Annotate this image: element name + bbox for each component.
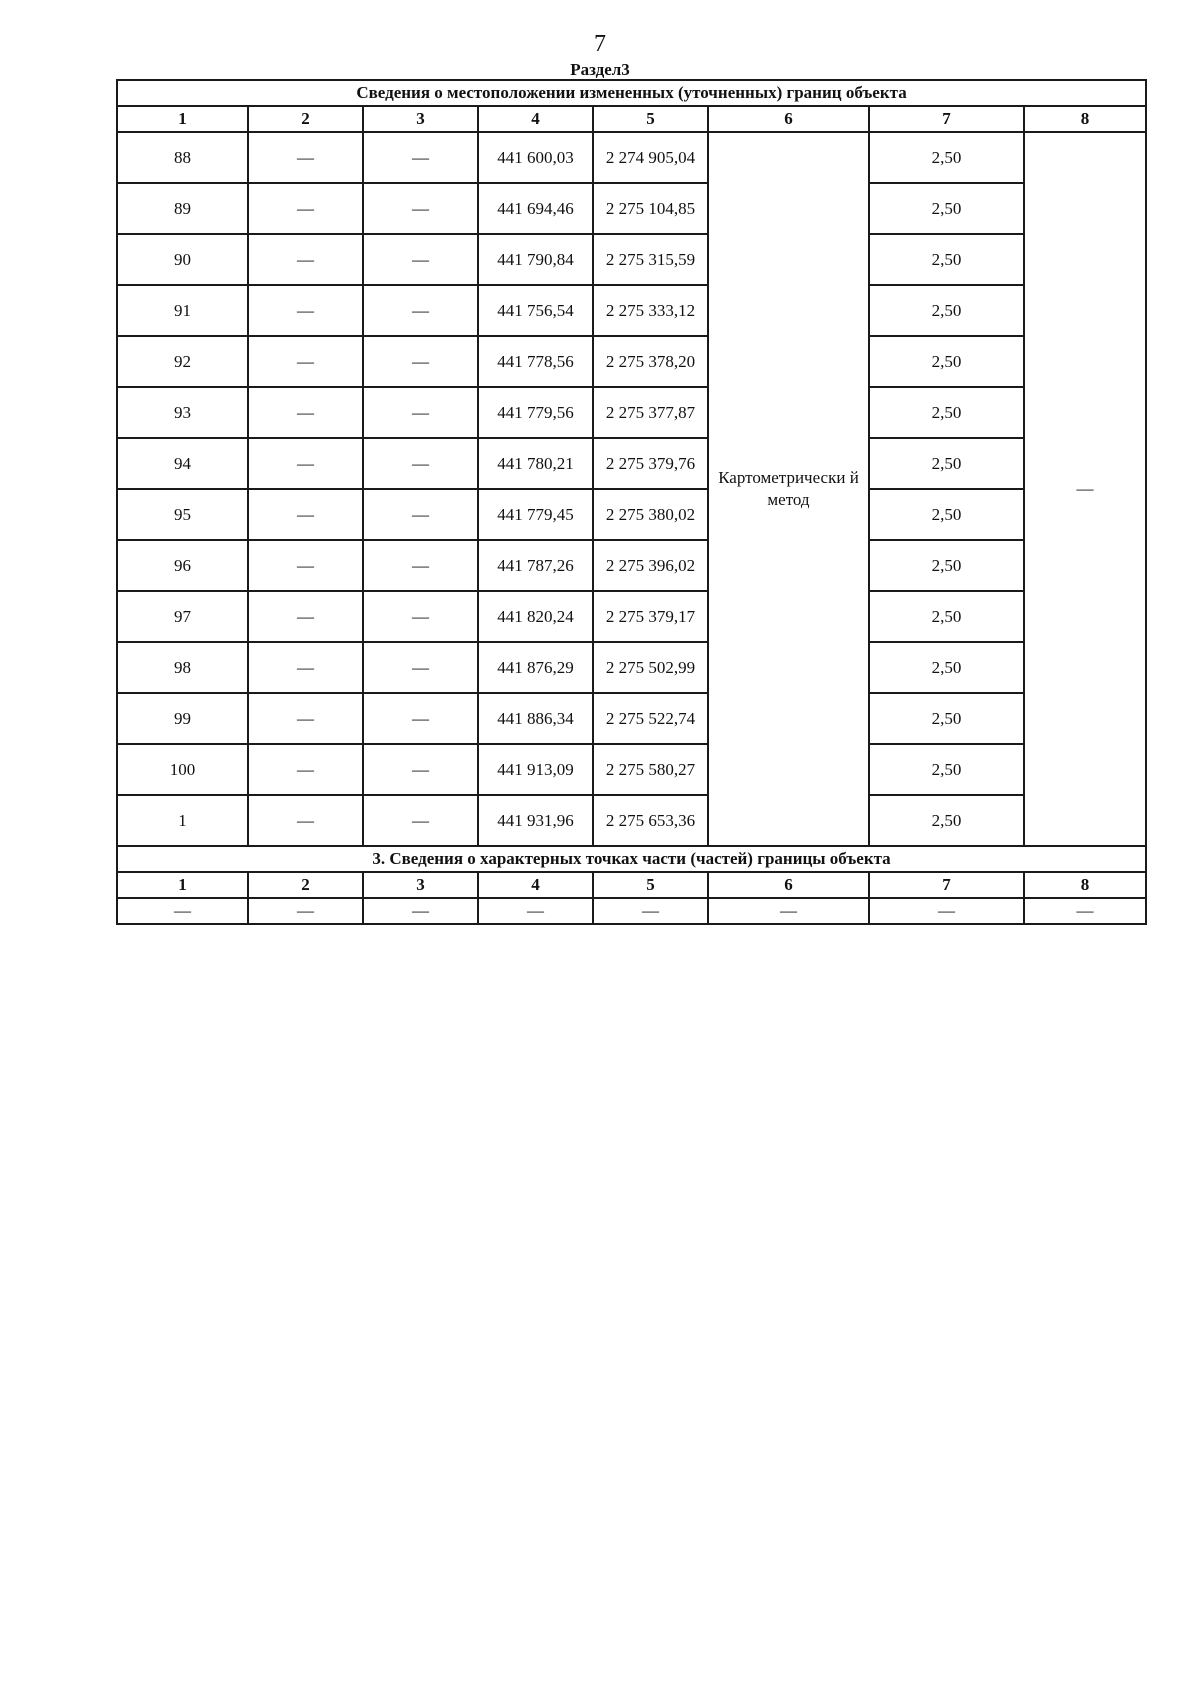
column-2-cell: — (248, 387, 363, 438)
accuracy-cell: 2,50 (869, 285, 1024, 336)
point-number-cell: 94 (117, 438, 248, 489)
column-2-cell: — (248, 438, 363, 489)
column-2-cell: — (248, 489, 363, 540)
part-section-caption-row (117, 846, 1146, 872)
column-number-header: 1 (117, 106, 248, 132)
accuracy-cell: 2,50 (869, 693, 1024, 744)
table-row (117, 336, 1146, 387)
y-coordinate-cell: 2 275 502,99 (593, 642, 708, 693)
x-coordinate-cell: 441 779,56 (478, 387, 593, 438)
table-row (117, 795, 1146, 846)
accuracy-cell: 2,50 (869, 489, 1024, 540)
coordinates-table (116, 79, 1147, 925)
column-number-header: 2 (248, 872, 363, 898)
x-coordinate-cell: 441 787,26 (478, 540, 593, 591)
column-3-cell: — (363, 183, 478, 234)
accuracy-cell: 2,50 (869, 540, 1024, 591)
empty-cell: — (869, 898, 1024, 924)
point-number-cell: 1 (117, 795, 248, 846)
table-row (117, 285, 1146, 336)
empty-cell: — (1024, 898, 1146, 924)
y-coordinate-cell: 2 275 653,36 (593, 795, 708, 846)
column-2-cell: — (248, 693, 363, 744)
x-coordinate-cell: 441 780,21 (478, 438, 593, 489)
column-2-cell: — (248, 540, 363, 591)
column-3-cell: — (363, 285, 478, 336)
point-number-cell: 96 (117, 540, 248, 591)
point-number-cell: 90 (117, 234, 248, 285)
point-number-cell: 95 (117, 489, 248, 540)
column-number-header: 2 (248, 106, 363, 132)
table-row (117, 489, 1146, 540)
column-number-header: 8 (1024, 106, 1146, 132)
column-number-header: 3 (363, 106, 478, 132)
empty-cell: — (478, 898, 593, 924)
x-coordinate-cell: 441 600,03 (478, 132, 593, 183)
y-coordinate-cell: 2 275 380,02 (593, 489, 708, 540)
column-number-header: 5 (593, 872, 708, 898)
column-number-header: 7 (869, 106, 1024, 132)
accuracy-cell: 2,50 (869, 591, 1024, 642)
column-3-cell: — (363, 795, 478, 846)
part-section-row (117, 898, 1146, 924)
column-2-cell: — (248, 234, 363, 285)
column-number-row (117, 106, 1146, 132)
accuracy-cell: 2,50 (869, 234, 1024, 285)
y-coordinate-cell: 2 275 333,12 (593, 285, 708, 336)
column-3-cell: — (363, 540, 478, 591)
empty-cell: — (117, 898, 248, 924)
accuracy-cell: 2,50 (869, 132, 1024, 183)
x-coordinate-cell: 441 694,46 (478, 183, 593, 234)
x-coordinate-cell: 441 876,29 (478, 642, 593, 693)
column-2-cell: — (248, 795, 363, 846)
column-2-cell: — (248, 642, 363, 693)
x-coordinate-cell: 441 779,45 (478, 489, 593, 540)
y-coordinate-cell: 2 275 378,20 (593, 336, 708, 387)
column-number-header: 6 (708, 872, 869, 898)
column-2-cell: — (248, 591, 363, 642)
part-section-caption: 3. Сведения о характерных точках части (частей) границы объекта (117, 846, 1146, 872)
point-number-cell: 100 (117, 744, 248, 795)
column-2-cell: — (248, 336, 363, 387)
column-3-cell: — (363, 693, 478, 744)
table-row (117, 234, 1146, 285)
part-section-column-row (117, 872, 1146, 898)
x-coordinate-cell: 441 886,34 (478, 693, 593, 744)
y-coordinate-cell: 2 275 580,27 (593, 744, 708, 795)
column-number-header: 8 (1024, 872, 1146, 898)
point-number-cell: 98 (117, 642, 248, 693)
column-3-cell: — (363, 336, 478, 387)
y-coordinate-cell: 2 275 379,17 (593, 591, 708, 642)
column-2-cell: — (248, 132, 363, 183)
y-coordinate-cell: 2 275 315,59 (593, 234, 708, 285)
column-3-cell: — (363, 489, 478, 540)
column-3-cell: — (363, 744, 478, 795)
x-coordinate-cell: 441 820,24 (478, 591, 593, 642)
y-coordinate-cell: 2 275 379,76 (593, 438, 708, 489)
column-number-header: 4 (478, 872, 593, 898)
column-number-header: 3 (363, 872, 478, 898)
table-row (117, 744, 1146, 795)
x-coordinate-cell: 441 931,96 (478, 795, 593, 846)
table-row (117, 642, 1146, 693)
accuracy-cell: 2,50 (869, 744, 1024, 795)
table-row (117, 438, 1146, 489)
table-row (117, 183, 1146, 234)
column-2-cell: — (248, 744, 363, 795)
table-row (117, 693, 1146, 744)
column-number-header: 4 (478, 106, 593, 132)
column-3-cell: — (363, 591, 478, 642)
column-3-cell: — (363, 438, 478, 489)
point-number-cell: 92 (117, 336, 248, 387)
accuracy-cell: 2,50 (869, 642, 1024, 693)
table-row (117, 387, 1146, 438)
column-number-header: 1 (117, 872, 248, 898)
point-number-cell: 91 (117, 285, 248, 336)
table-row (117, 132, 1146, 183)
x-coordinate-cell: 441 778,56 (478, 336, 593, 387)
y-coordinate-cell: 2 274 905,04 (593, 132, 708, 183)
column-3-cell: — (363, 132, 478, 183)
column-3-cell: — (363, 387, 478, 438)
column-number-header: 6 (708, 106, 869, 132)
column-2-cell: — (248, 183, 363, 234)
point-number-cell: 97 (117, 591, 248, 642)
accuracy-cell: 2,50 (869, 795, 1024, 846)
y-coordinate-cell: 2 275 377,87 (593, 387, 708, 438)
empty-cell: — (708, 898, 869, 924)
point-number-cell: 88 (117, 132, 248, 183)
table-caption: Сведения о местоположении измененных (уточненных) границ объекта (117, 80, 1146, 106)
point-number-cell: 93 (117, 387, 248, 438)
section-title: Раздел3 (570, 60, 630, 79)
y-coordinate-cell: 2 275 104,85 (593, 183, 708, 234)
method-cell: Картометрически й метод (708, 132, 869, 846)
column-2-cell: — (248, 285, 363, 336)
empty-cell: — (248, 898, 363, 924)
accuracy-cell: 2,50 (869, 438, 1024, 489)
table-row (117, 591, 1146, 642)
accuracy-cell: 2,50 (869, 336, 1024, 387)
accuracy-cell: 2,50 (869, 387, 1024, 438)
x-coordinate-cell: 441 790,84 (478, 234, 593, 285)
y-coordinate-cell: 2 275 396,02 (593, 540, 708, 591)
x-coordinate-cell: 441 756,54 (478, 285, 593, 336)
x-coordinate-cell: 441 913,09 (478, 744, 593, 795)
table-caption-row (117, 80, 1146, 106)
column-3-cell: — (363, 642, 478, 693)
column-3-cell: — (363, 234, 478, 285)
column-number-header: 7 (869, 872, 1024, 898)
column-8-cell: — (1024, 132, 1146, 846)
empty-cell: — (593, 898, 708, 924)
point-number-cell: 99 (117, 693, 248, 744)
point-number-cell: 89 (117, 183, 248, 234)
accuracy-cell: 2,50 (869, 183, 1024, 234)
empty-cell: — (363, 898, 478, 924)
page-number: 7 (594, 31, 606, 57)
table-row (117, 540, 1146, 591)
y-coordinate-cell: 2 275 522,74 (593, 693, 708, 744)
column-number-header: 5 (593, 106, 708, 132)
